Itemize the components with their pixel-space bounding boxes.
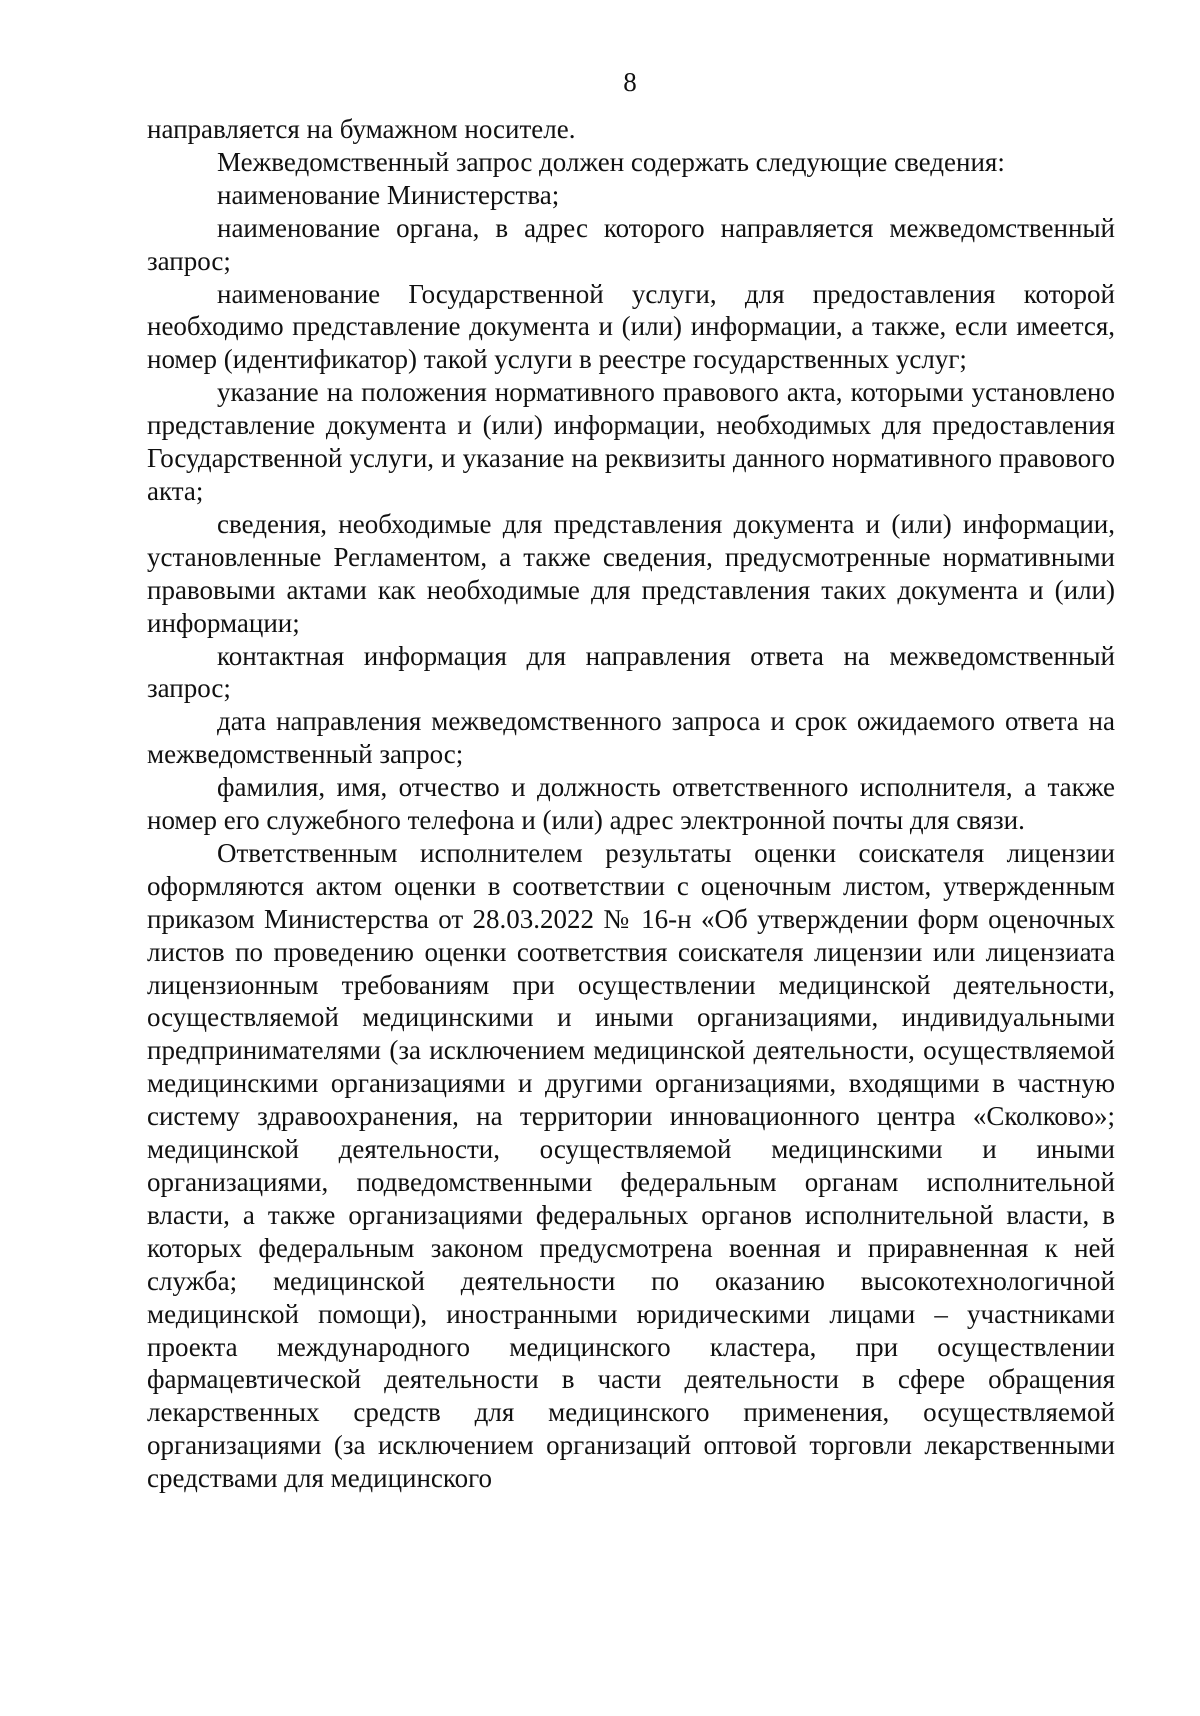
document-body [147,113,1115,1495]
paragraph: сведения, необходимые для представления документа и (или) информации, установленные Регламентом, а также сведения, предусмотренные нормативными правовыми актами как необходимые для представления таких документа и (или) информации; [147,508,1115,638]
paragraph: фамилия, имя, отчество и должность ответственного исполнителя, а также номер его служебного телефона и (или) адрес электронной почты для связи. [147,772,1115,836]
paragraph: Межведомственный запрос должен содержать следующие сведения: [217,146,1005,177]
page-number: 8 [623,67,637,97]
paragraph: Ответственным исполнителем результаты оценки соискателя лицензии оформляются актом оценки в соответствии с оценочным листом, утвержденным приказом Министерства от 28.03.2022 № 16-н «Об утверждении форм оценочных листов по проведению оценки соответствия соискателя лицензии или лицензиата лицензионным требованиям при осуществлении медицинской деятельности, осуществляемой медицинскими и иными организациями, индивидуальными предпринимателями (за исключением медицинской деятельности, осуществляемой медицинскими организациями и другими организациями, входящими в частную систему здравоохранения, на территории инновационного центра «Сколково»; медицинской деятельности, осуществляемой медицинскими и иными организациями, подведомственными федеральным органам исполнительной власти, а также организациями федеральных органов исполнительной власти, в которых федеральным законом предусмотрена военная и приравненная к ней служба; медицинской деятельности по оказанию высокотехнологичной медицинской помощи), иностранными юридическими лицами – участниками проекта международного медицинского кластера, при осуществлении фармацевтической деятельности в части деятельности в сфере обращения лекарственных средств для медицинского применения, осуществляемой организациями (за исключением организаций оптовой торговли лекарственными средствами для медицинского [147,837,1115,1494]
paragraph: направляется на бумажном носителе. [147,114,576,144]
paragraph: наименование Министерства; [217,179,560,210]
paragraph: наименование Государственной услуги, для предоставления которой необходимо представление документа и (или) информации, а также, если имеется, номер (идентификатор) такой услуги в реестре государственных услуг; [147,278,1115,375]
paragraph: контактная информация для направления ответа на межведомственный запрос; [147,640,1115,704]
paragraph: дата направления межведомственного запроса и срок ожидаемого ответа на межведомственный запрос; [147,706,1115,770]
paragraph: наименование органа, в адрес которого направляется межведомственный запрос; [147,212,1115,276]
paragraph: указание на положения нормативного правового акта, которыми установлено представление документа и (или) информации, необходимых для предоставления Государственной услуги, и указание на реквизиты данного нормативного правового акта; [147,377,1115,506]
